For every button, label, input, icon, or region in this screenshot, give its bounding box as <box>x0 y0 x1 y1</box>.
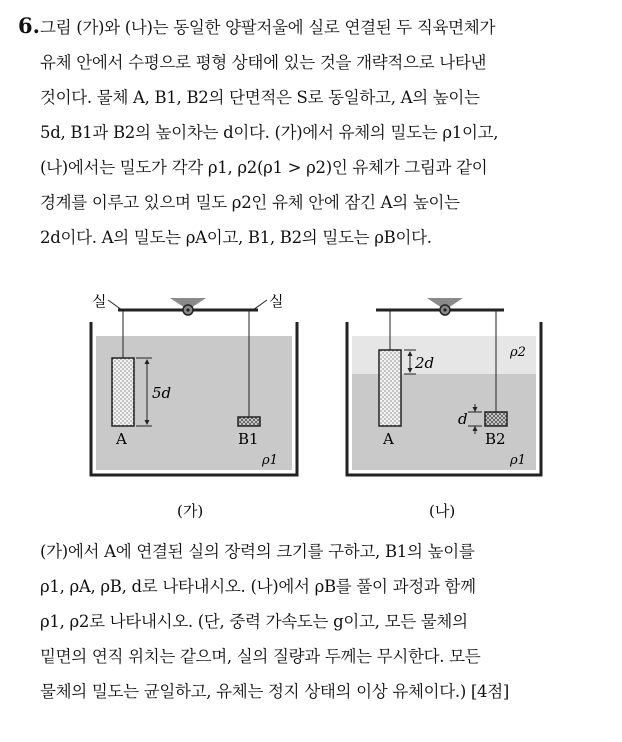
pivot-center-ga <box>186 308 189 311</box>
question-intro <box>40 10 612 255</box>
figure-ga <box>91 294 297 520</box>
object-b1-ga <box>238 417 260 426</box>
task-line: (가)에서 A에 연결된 실의 장력의 크기를 구하고, B1의 높이를 <box>40 542 475 561</box>
intro-line: 2d이다. A의 밀도는 ρA이고, B1, B2의 밀도는 ρB이다. <box>40 228 432 247</box>
intro-line: 5d, B1과 B2의 높이차는 d이다. (가)에서 유체의 밀도는 ρ1이고, <box>40 123 499 142</box>
object-b2-label-na: B2 <box>485 430 506 448</box>
height-top-label-na: 2d <box>415 354 435 372</box>
caption-na: (나) <box>429 502 456 520</box>
task-line: 물체의 밀도는 균일하고, 유체는 정지 상태의 이상 유체이다.) [4점] <box>40 682 510 701</box>
object-a-label-na: A <box>383 430 394 448</box>
intro-line: (나)에서는 밀도가 각각 ρ1, ρ2(ρ1 > ρ2)인 유체가 그림과 같이 <box>40 158 488 177</box>
object-b2-na <box>485 412 507 426</box>
fluid-top-label-na: ρ2 <box>510 345 526 360</box>
fluid-label-ga: ρ1 <box>262 453 278 468</box>
task-line: ρ1, ρ2로 나타내시오. (단, 중력 가속도는 g이고, 모든 물체의 <box>40 612 468 631</box>
object-a-ga <box>112 358 134 426</box>
intro-line: 경계를 이루고 있으며 밀도 ρ2인 유체 안에 잠긴 A의 높이는 <box>40 193 460 212</box>
balance-figures <box>0 294 622 532</box>
figure-svg <box>0 294 622 532</box>
fluid-bottom-label-na: ρ1 <box>510 453 526 468</box>
string-label-left-ga: 실 <box>92 294 107 310</box>
intro-line: 것이다. 물체 A, B1, B2의 단면적은 S로 동일하고, A의 높이는 <box>40 88 480 107</box>
task-line: 밑면의 연직 위치는 같으며, 실의 질량과 두께는 무시한다. 모든 <box>40 647 481 666</box>
object-b1-label-ga: B1 <box>238 430 259 448</box>
pivot-center-na <box>443 308 446 311</box>
object-a-label-ga: A <box>116 430 127 448</box>
leader-right-ga <box>253 300 267 310</box>
intro-line: 그림 (가)와 (나)는 동일한 양팔저울에 실로 연결된 두 직육면체가 <box>40 18 496 37</box>
question-number: 6. <box>18 13 40 38</box>
caption-ga: (가) <box>177 502 204 520</box>
intro-line: 유체 안에서 수평으로 평형 상태에 있는 것을 개략적으로 나타낸 <box>40 53 487 72</box>
task-line: ρ1, ρA, ρB, d로 나타내시오. (나)에서 ρB를 풀이 과정과 함께 <box>40 577 476 596</box>
question-task <box>40 534 612 709</box>
leader-left-ga <box>108 300 122 310</box>
height-diff-label-na: d <box>458 410 468 428</box>
figure-na <box>347 298 541 520</box>
object-a-na <box>379 350 401 426</box>
height-label-ga: 5d <box>152 384 172 402</box>
string-label-right-ga: 실 <box>269 294 284 310</box>
